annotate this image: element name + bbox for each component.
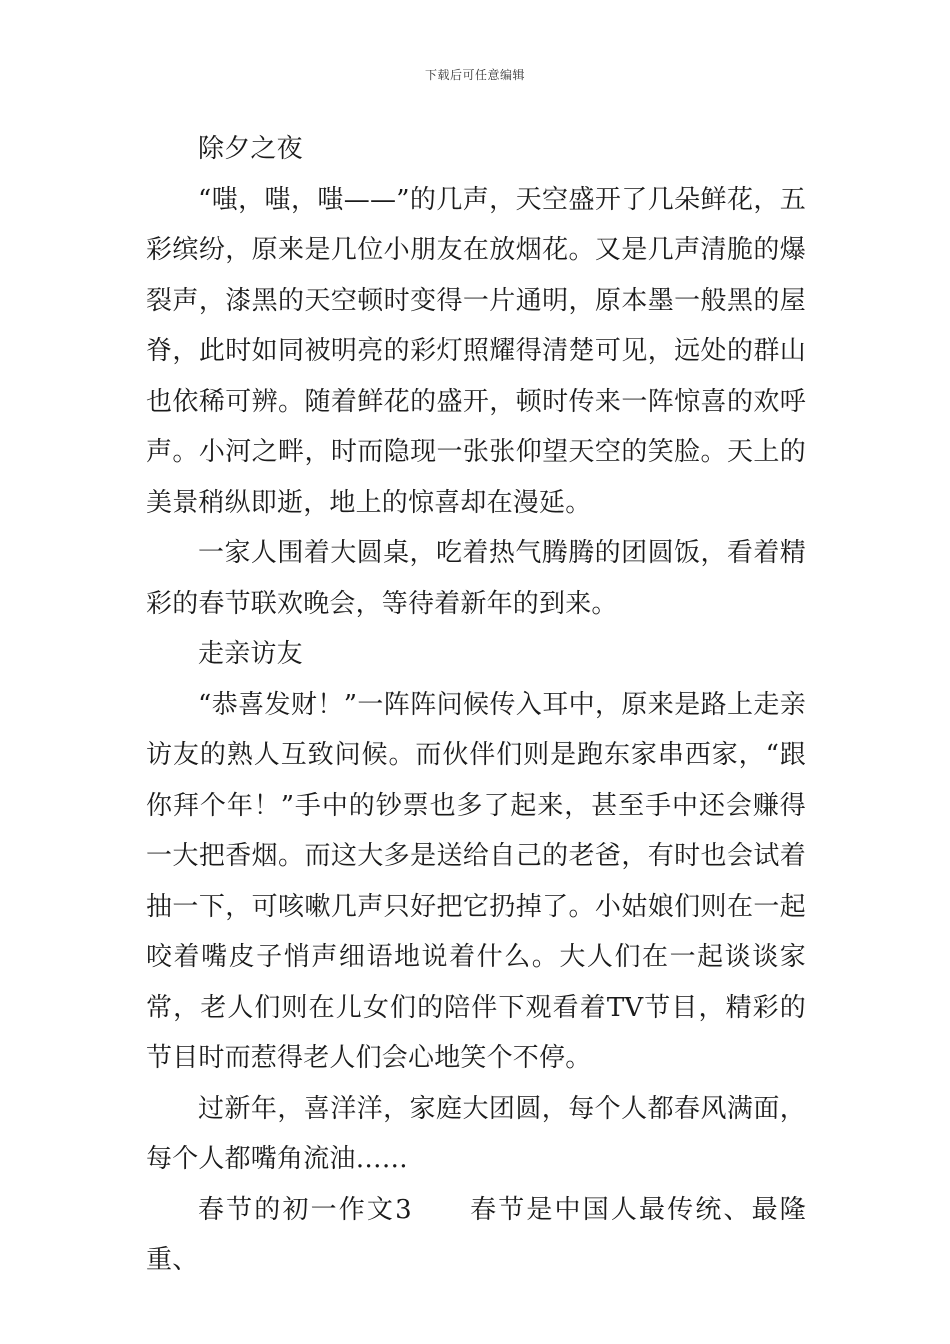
section-heading-new-years-eve: 除夕之夜	[198, 134, 303, 164]
document-body	[146, 124, 806, 1286]
header-note: 下载后可任意编辑	[424, 68, 525, 82]
paragraph: 过新年，喜洋洋，家庭大团圆，每个人都春风满面，每个人都嘴角流油……	[146, 1093, 806, 1174]
section-heading-visiting-relatives: 走亲访友	[198, 639, 303, 669]
paragraph: “嗤，嗤，嗤——”的几声，天空盛开了几朵鲜花，五彩缤纷，原来是几位小朋友在放烟花。又是几声清脆的爆裂声，漆黑的天空顿时变得一片通明，原本墨一般黑的屋脊，此时如同被明亮的彩灯照耀得清楚可见，远处的群山也依稀可辨。随着鲜花的盛开，顿时传来一阵惊喜的欢呼声。小河之畔，时而隐现一张张仰望天空的笑脸。天上的美景稍纵即逝，地上的惊喜却在漫延。	[146, 184, 806, 518]
paragraph: 春节的初一作文3 春节是中国人最传统、最隆重、	[146, 1194, 806, 1275]
paragraph: “恭喜发财！”一阵阵问候传入耳中，原来是路上走亲访友的熟人互致问候。而伙伴们则是跑东家串西家，“跟你拜个年！”手中的钞票也多了起来，甚至手中还会赚得一大把香烟。而这大多是送给自己的老爸，有时也会试着抽一下，可咳嗽几声只好把它扔掉了。小姑娘们则在一起咬着嘴皮子悄声细语地说着什么。大人们在一起谈谈家常，老人们则在儿女们的陪伴下观看着TV节目，精彩的节目时而惹得老人们会心地笑个不停。	[146, 689, 806, 1073]
paragraph: 一家人围着大圆桌，吃着热气腾腾的团圆饭，看着精彩的春节联欢晚会，等待着新年的到来。	[146, 538, 806, 619]
